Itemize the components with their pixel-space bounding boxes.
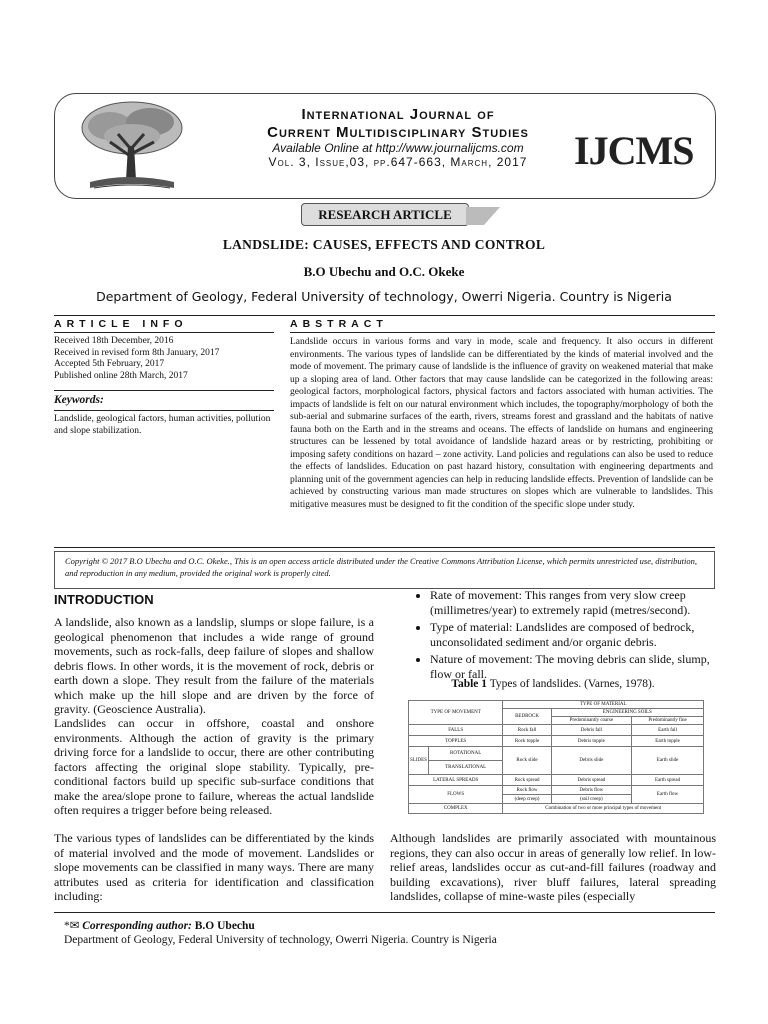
criteria-list <box>402 588 716 684</box>
table-cell: Rock slide <box>503 747 551 775</box>
tree-book-logo-icon <box>70 98 200 196</box>
table-cell: Rock topple <box>503 736 551 747</box>
table-cell: Earth flow <box>632 786 704 804</box>
abstract-rule <box>290 332 715 333</box>
table-cell: Rock fall <box>503 725 551 736</box>
table-cell: TOPPLES <box>409 736 503 747</box>
keywords-text: Landslide, geological factors, human activities, pollution and slope stabilization. <box>54 414 271 436</box>
table-cell: (soil creep) <box>551 795 631 804</box>
right-column-paragraph: Although landslides are primarily associated with mountainous regions, they can also occur in areas of generally low relief. In low-relief areas, landslides occur as cut-and-fill failures (roadway and building excavations), river bluff failures, lateral spreading landslides, collapse of mine-waste piles (especially <box>390 831 716 903</box>
article-info-heading: ARTICLE INFO <box>54 318 188 330</box>
table-cell: Earth spread <box>632 775 704 786</box>
asterisk-mark: * <box>64 920 70 932</box>
table-cell: TYPE OF MATERIAL <box>503 701 704 709</box>
article-authors: B.O Ubechu and O.C. Okeke <box>303 264 465 279</box>
author-affiliation: Department of Geology, Federal University of technology, Owerri Nigeria. Country is Nigeria <box>96 289 672 304</box>
table-cell: Earth topple <box>632 736 704 747</box>
table-cell: Rock flow <box>503 786 551 795</box>
table-cell: Debris spread <box>551 775 631 786</box>
table-cell: Rock spread <box>503 775 551 786</box>
article-history <box>54 336 274 382</box>
table-cell: Predominantly coarse <box>551 717 631 725</box>
table-cell: BEDROCK <box>503 709 551 725</box>
abstract-heading: ABSTRACT <box>290 318 388 330</box>
table-cell: TRANSLATIONAL <box>428 761 502 775</box>
table-cell: FALLS <box>409 725 503 736</box>
intro-paragraph-2: Landslides can occur in offshore, coastal and onshore environments. Although the action of gravity is the primary driving force for a landslide to occur, there are other contributing factors affecting the original slope stability. Typically, pre-conditional factors build up specific sub-surface conditions that make the area/slope prone to failure, whereas the actual landslide often requires a trigger before being released. <box>54 716 374 817</box>
journal-url[interactable]: Available Online at http://www.journalijcms.com <box>272 141 524 155</box>
received-date: Received 18th December, 2016 <box>54 336 174 346</box>
table-cell: Combination of two or more principal types of movement <box>503 804 704 814</box>
article-type-badge: RESEARCH ARTICLE <box>301 203 469 226</box>
accepted-date: Accepted 5th February, 2017 <box>54 359 165 369</box>
table-caption-text: Types of landslides. (Varnes, 1978). <box>487 678 655 690</box>
journal-title-line1: International Journal of <box>301 106 495 123</box>
corresponding-author <box>64 918 255 932</box>
table-label: Table 1 <box>451 678 488 690</box>
table-cell: Earth fall <box>632 725 704 736</box>
table-caption <box>390 678 716 690</box>
abstract-bottom-rule <box>54 547 715 548</box>
journal-title-line2: Current Multidisciplinary Studies <box>267 124 529 141</box>
table-cell: Debris flow <box>551 786 631 795</box>
article-title: LANDSLIDE: CAUSES, EFFECTS AND CONTROL <box>222 237 546 252</box>
keywords-rule-2 <box>54 410 274 411</box>
table-cell: FLOWS <box>409 786 503 804</box>
table-cell: TYPE OF MOVEMENT <box>409 701 503 725</box>
table-cell: (deep creep) <box>503 795 551 804</box>
table-cell: ROTATIONAL <box>428 747 502 761</box>
table-cell: Predominantly fine <box>632 717 704 725</box>
intro-paragraph-3: The various types of landslides can be differentiated by the kinds of material involved and the mode of movement. Landslides or slope movements can be classified in many ways. There are many attributes used as criteria for identification and classification including: <box>54 831 374 903</box>
table-cell: Debris topple <box>551 736 631 747</box>
corresponding-affiliation: Department of Geology, Federal University of technology, Owerri Nigeria. Country is Nigeria <box>64 934 497 946</box>
top-rule <box>54 315 715 316</box>
revised-date: Received in revised form 8th January, 2017 <box>54 347 220 358</box>
list-item: • Nature of movement: The moving debris can slide, slump, flow or fall. <box>430 652 716 681</box>
list-item: • Type of material: Landslides are composed of bedrock, unconsolidated sediment and/or organic debris. <box>430 620 716 649</box>
table-cell: Debris fall <box>551 725 631 736</box>
journal-logo-text: IJCMS <box>574 128 694 173</box>
keywords-rule <box>54 390 274 391</box>
info-rule <box>54 332 274 333</box>
published-date: Published online 28th March, 2017 <box>54 370 188 381</box>
badge-arrow-icon <box>466 207 500 225</box>
footnote-rule <box>54 912 715 913</box>
abstract-text: Landslide occurs in various forms and vary in mode, scale and frequency. It also occurs in different environments. The various types of landslide can be differentiated by the kinds of material involved and the mode of movement. The primary cause of landslide is the influence of gravity on weakened material that make up a sloping area of land. Other factors that may cause landslide can be categorized in the following areas: geological factors, morphological factors, physical factors and factors associated with human activities. The impacts of landslide is felt on our natural environment which includes, the topography/morphology of both the sub-aerial and submarine surfaces of the earth, rivers, streams forest and grassland and the habitats of native fauna both on the Earth and in the streams and oceans. The effects of landslide on humans and engineering structures can be lessened by total avoidance of landslide hazard areas or by restricting, prohibiting or imposing safety conditions on hazard – zone activity. Land policies and regulations can also be used to reduce the effects of landslides. Education on past hazard history, consultation with engineering departments and planning unit of the government agencies can help in reducing landslide effects. Prevention of landslide can be achieved by constructing various man made structures on slopes which are vulnerable to landslides. This mitigative measures must be designed to fit the condition of the specific slope under study. <box>290 337 713 510</box>
keywords-heading: Keywords: <box>54 394 104 406</box>
journal-volume: Vol. 3, Issue,03, pp.647-663, March, 2017 <box>268 155 528 169</box>
table-cell: ENGINEERING SOILS <box>551 709 703 717</box>
corresponding-label: Corresponding author: <box>82 920 192 932</box>
table-cell: SLIDES <box>409 747 429 775</box>
landslide-types-table <box>408 700 704 814</box>
table-cell: Earth slide <box>632 747 704 775</box>
envelope-icon: ✉ <box>69 920 80 932</box>
list-item: • Rate of movement: This ranges from very slow creep (millimetres/year) to extremely rapid (metres/second). <box>430 588 716 617</box>
copyright-box: Copyright © 2017 B.O Ubechu and O.C. Okeke., This is an open access article distributed under the Creative Commons Attribution License, which permits unrestricted use, distribution, and reproduction in any medium, provided the original work is properly cited. <box>54 551 715 589</box>
table-cell: LATERAL SPREADS <box>409 775 503 786</box>
table-cell: COMPLEX <box>409 804 503 814</box>
table-cell: Debris slide <box>551 747 631 775</box>
intro-paragraph-1: A landslide, also known as a landslip, slumps or slope failure, is a geological phenomenon that includes a wide range of ground movements, such as rock-falls, deep failure of slopes and shallow debris flows. In other words, it is the movement of rock, debris or earth down a slope. They result from the failure of the materials which make up the hill slope and are driven by the force of gravity. (Geoscience Australia). <box>54 615 374 716</box>
corresponding-name: B.O Ubechu <box>194 920 255 932</box>
introduction-heading: INTRODUCTION <box>54 592 154 607</box>
